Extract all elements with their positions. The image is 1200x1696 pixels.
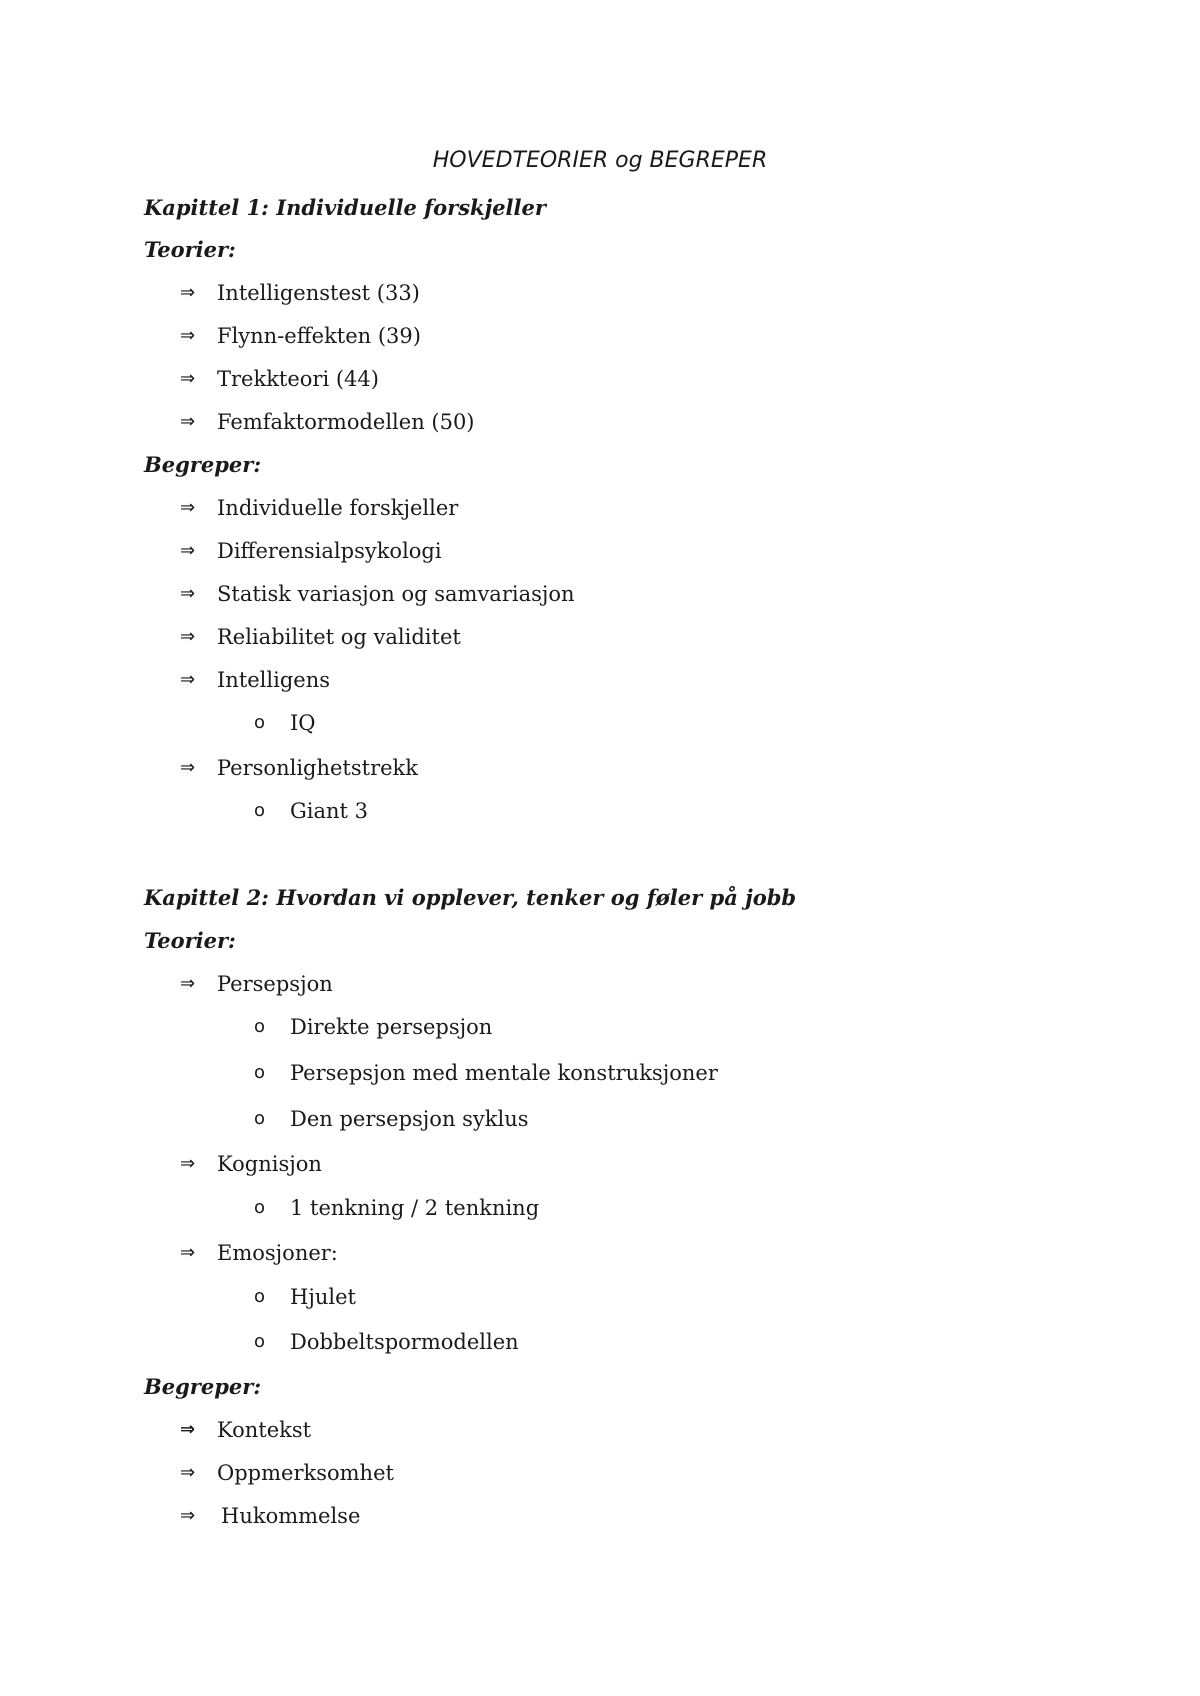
sub-list-item-text: Dobbeltspormodellen [290, 1330, 519, 1354]
list-item-text: Kontekst [217, 1418, 312, 1442]
arrow-bullet-icon: ⇒ [180, 1505, 196, 1526]
arrow-bullet-icon: ⇒ [180, 1419, 196, 1440]
list-item-text: Oppmerksomhet [217, 1461, 394, 1485]
arrow-bullet-icon: ⇒ [180, 583, 196, 604]
list-item-text: Individuelle forskjeller [217, 496, 459, 520]
arrow-bullet-icon: ⇒ [180, 757, 196, 778]
list-item-text: Trekkteori (44) [217, 367, 379, 391]
circle-bullet-icon: o [254, 1108, 266, 1129]
list-item-text: Hukommelse [221, 1504, 361, 1528]
sub-list-item-text: Den persepsjon syklus [290, 1107, 529, 1131]
arrow-bullet-icon: ⇒ [180, 325, 196, 346]
list-item-text: Statisk variasjon og samvariasjon [217, 582, 575, 606]
list-item-text: Persepsjon [217, 972, 333, 996]
sub-list-item-text: Persepsjon med mentale konstruksjoner [290, 1061, 718, 1085]
list-item-text: Personlighetstrekk [217, 756, 418, 780]
arrow-bullet-icon: ⇒ [180, 1153, 196, 1174]
list-item-text: Differensialpsykologi [217, 539, 442, 563]
sub-list-item-text: Hjulet [290, 1285, 356, 1309]
chapter-1-theories-label: Teorier: [144, 237, 236, 262]
chapter-2-heading: Kapittel 2: Hvordan vi opplever, tenker og føler på jobb [144, 885, 797, 910]
sub-list-item-text: Giant 3 [290, 799, 369, 823]
list-item-text: Femfaktormodellen (50) [217, 410, 475, 434]
arrow-bullet-icon: ⇒ [180, 497, 196, 518]
list-item-text: Flynn-effekten (39) [217, 324, 421, 348]
list-item-text: Reliabilitet og validitet [217, 625, 461, 649]
page-title: HOVEDTEORIER og BEGREPER [432, 148, 768, 173]
chapter-1-concepts-label: Begreper: [144, 452, 262, 477]
sub-list-item-text: IQ [290, 711, 316, 735]
list-item-text: Emosjoner: [217, 1241, 338, 1265]
chapter-2-concepts-label: Begreper: [144, 1374, 262, 1399]
arrow-bullet-icon: ⇒ [180, 540, 196, 561]
arrow-bullet-icon: ⇒ [180, 973, 196, 994]
chapter-2-theories-label: Teorier: [144, 928, 236, 953]
circle-bullet-icon: o [254, 1197, 266, 1218]
circle-bullet-icon: o [254, 1062, 266, 1083]
arrow-bullet-icon: ⇒ [180, 669, 196, 690]
list-item-text: Intelligens [217, 668, 331, 692]
sub-list-item-text: Direkte persepsjon [290, 1015, 493, 1039]
circle-bullet-icon: o [254, 1286, 266, 1307]
list-item-text: Kognisjon [217, 1152, 322, 1176]
arrow-bullet-icon: ⇒ [180, 282, 196, 303]
arrow-bullet-icon: ⇒ [180, 1462, 196, 1483]
chapter-1-heading: Kapittel 1: Individuelle forskjeller [144, 195, 546, 220]
circle-bullet-icon: o [254, 800, 266, 821]
arrow-bullet-icon: ⇒ [180, 1242, 196, 1263]
list-item-text: Intelligenstest (33) [217, 281, 420, 305]
circle-bullet-icon: o [254, 1016, 266, 1037]
arrow-bullet-icon: ⇒ [180, 368, 196, 389]
arrow-bullet-icon: ⇒ [180, 626, 196, 647]
circle-bullet-icon: o [254, 712, 266, 733]
arrow-bullet-icon: ⇒ [180, 411, 196, 432]
sub-list-item-text: 1 tenkning / 2 tenkning [290, 1196, 540, 1220]
circle-bullet-icon: o [254, 1331, 266, 1352]
